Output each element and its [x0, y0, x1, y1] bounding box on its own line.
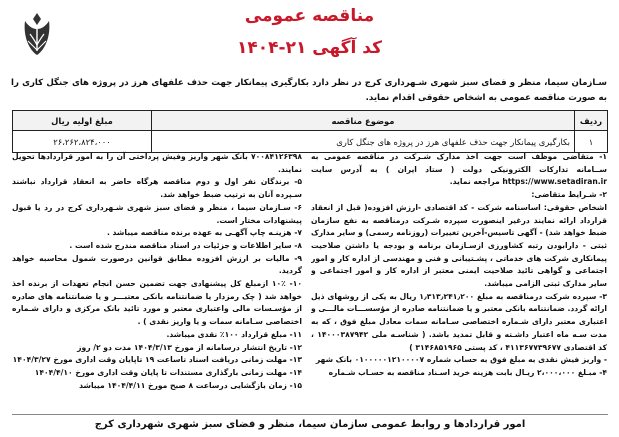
condition-3-cash: - واریز فیش نقدی به مبلغ فوق به حساب شماره ۰۱۰۰۰۰۰۱۲۱۰۰۰۰۷ بانک شهر	[315, 355, 607, 365]
condition-1: ۱- متقاضی موظف است جهت اخذ مدارک شـرکت در مناقصه عمومی به ســامانه تدارکات الکترونیکی دولت ( ستاد ایران ) به آدرس سایت https://www.setadiran.ir مراجعه نماید.	[311, 152, 607, 187]
footer-signature: امور قراردادها و روابط عمومی سازمان سیما، منظر و فضای سبز شهری شهرداری کرج	[12, 414, 608, 435]
condition-9: ۹- مالیات بر ارزش افزوده مطابق قوانین درصورت شمول محاسبه خواهد گردید.	[12, 253, 302, 276]
conditions-right-column	[311, 151, 607, 380]
condition-12: ۱۲- تاریخ انتشار درسامانه از مورخ ۱۴۰۴/۳/۱۳ مدت دو ۲/ روز	[77, 342, 302, 352]
condition-2-heading: ۲- شـرایط متقاضی:	[531, 190, 607, 200]
condition-5: ۵- برندگان نفر اول و دوم مناقصه هرگاه حاضر به انعقاد قرارداد نباشند سـپرده آنان به ترتیب ضبط خواهد شد.	[12, 177, 302, 200]
header-subject: موضوع مناقصه	[152, 111, 575, 131]
condition-3: ۳- سپرده شرکت درمناقصه به مبلغ ۱٫۳۱۳٫۲۴۱٫۲۰۰ ریال به یکی از روشهای ذیل ارائه گردد. ضمانتنامه بانکی معتبر و یا ضمانتنامه صادره از مؤسســـات مالـــی و اعتباری معتبر دارای شـماره اختصاصی سـامانه سمات معادل مبلغ فوق ، که به مدت سـه ماه اعتبار داشـته و قابل تمدید باشد. ( شناسـه ملی ۱۴۰۰۰۳۸۷۹۴۲ ، کد اقتصادی ۴۱۱۳۶۷۷۳۹۶۷۷ ، کد پستی ۳۱۴۶۸۵۱۹۶۵ )	[311, 291, 607, 352]
header-row-number: ردیف	[575, 111, 608, 131]
table-row	[13, 131, 608, 153]
condition-4-continued: ۷۰۰۸۴۱۲۶۳۹۸ بانک شهر واریز وفیش پرداختی آن را به امور قراردادها تحویل نمایند.	[12, 152, 302, 174]
conditions-left-column	[12, 151, 302, 392]
condition-13: ۱۳- مهلت زمانی دریافت اسناد تاساعت ۱۹ تاپایان وقت اداری مورخ ۱۴۰۴/۳/۲۷	[12, 355, 302, 365]
condition-10: ۱۰- ۱۰٪ ازمبلغ کل پیشنهادی جهت تضمین حسن انجام تعهدات از برنده اخذ خواهد شد ( چک رمزدار یا ضمانتنامه بانکی معتبـــر و یا ضمانتنامه های صادره از مؤسـسات مالی واعتباری معتبر و مورد تائید بانک مرکزی و دارای شـماره اختصاصی سـامانه سمات و یا واریز نقدی ) .	[12, 279, 302, 327]
notice-title: مناقصه عمومی	[244, 6, 375, 26]
condition-7: ۷- هزینـه چاپ آگهـی به عهده برنده مناقصه میباشد .	[106, 228, 302, 238]
header-initial-price: مبلغ اولیه ریال	[13, 111, 152, 131]
cell-initial-price: ۲۶،۲۶۲،۸۲۴،۰۰۰	[13, 131, 152, 153]
cell-row-number: ۱	[575, 131, 608, 153]
table-header-row	[13, 111, 608, 131]
condition-14: ۱۴- مهلت زمانی بارگذاری مستندات تا پایان وقت اداری مورخ ۱۴۰۴/۴/۱۰	[34, 367, 302, 377]
condition-6: ۶- سـازمان سیما ، منظر و فضای سبز شهری شـهرداری کرج در رد یا قبول پیشنهادات مختار است.	[12, 202, 302, 225]
condition-2-body: اشخاص حقوقی: اساسنامه شرکت - کد اقتصادی -ارزش افزوده( قبل از انعقاد قرارداد ارائه نمایند درغیر اینصورت سپرده شـرکت درمناقصه به نفع سازمان ضبط خواهد شد) - آگهی تاسیس-آخرین تغییرات (روزنامه رسمی) و سایر مدارک ثبتی - دارابودن رتبه کشاورزی ازسـازمان برنامه و بودجه یا داشتن صلاحیت پیمانکاری شرکت های خدماتی ، پشـتیبانی و فنی و مهندسی از اداره کار و امور اجتماعی و گواهی تائید صلاحیت ایمنی معتبر از اداره کار و امور اجتماعی و سایر مدارک ثبتی الزامی میباشد.	[311, 202, 607, 289]
condition-4: ۴- مبـلغ ۲،۰۰۰،۰۰۰ ریـال بابت هزینه خرید اسـناد مناقصه به حسـاب شـماره	[328, 367, 607, 377]
condition-11: ۱۱- مبلغ قرارداد ۱۰۰٪ نقدی میباشد.	[166, 329, 302, 339]
condition-8: ۸- سایر اطلاعات و جزئیات در اسناد مناقصه مندرج شده است .	[69, 240, 302, 250]
condition-15: ۱۵- زمان بازگشایی درساعت ۸ صبح مورخ ۱۴۰۴/۴/۱۱ میباشد	[79, 380, 302, 390]
intro-paragraph: سـازمان سیما، منظر و فضای سبز شهری شـهرداری کرج در نظر دارد بکارگیری پیمانکار جهت حذف علفهای هرز در پروژه های جنگل کاری را به صورت مناقصه عمومی به اشخاص حقوقی اقدام نماید.	[11, 78, 607, 103]
ad-code: کد آگهی ۲۱-۱۴۰۴	[236, 38, 383, 58]
tender-table	[12, 110, 608, 153]
cell-subject: بکارگیری پیمانکار جهت حذف علفهای هرز در پروژه های جنگل کاری	[152, 131, 575, 153]
